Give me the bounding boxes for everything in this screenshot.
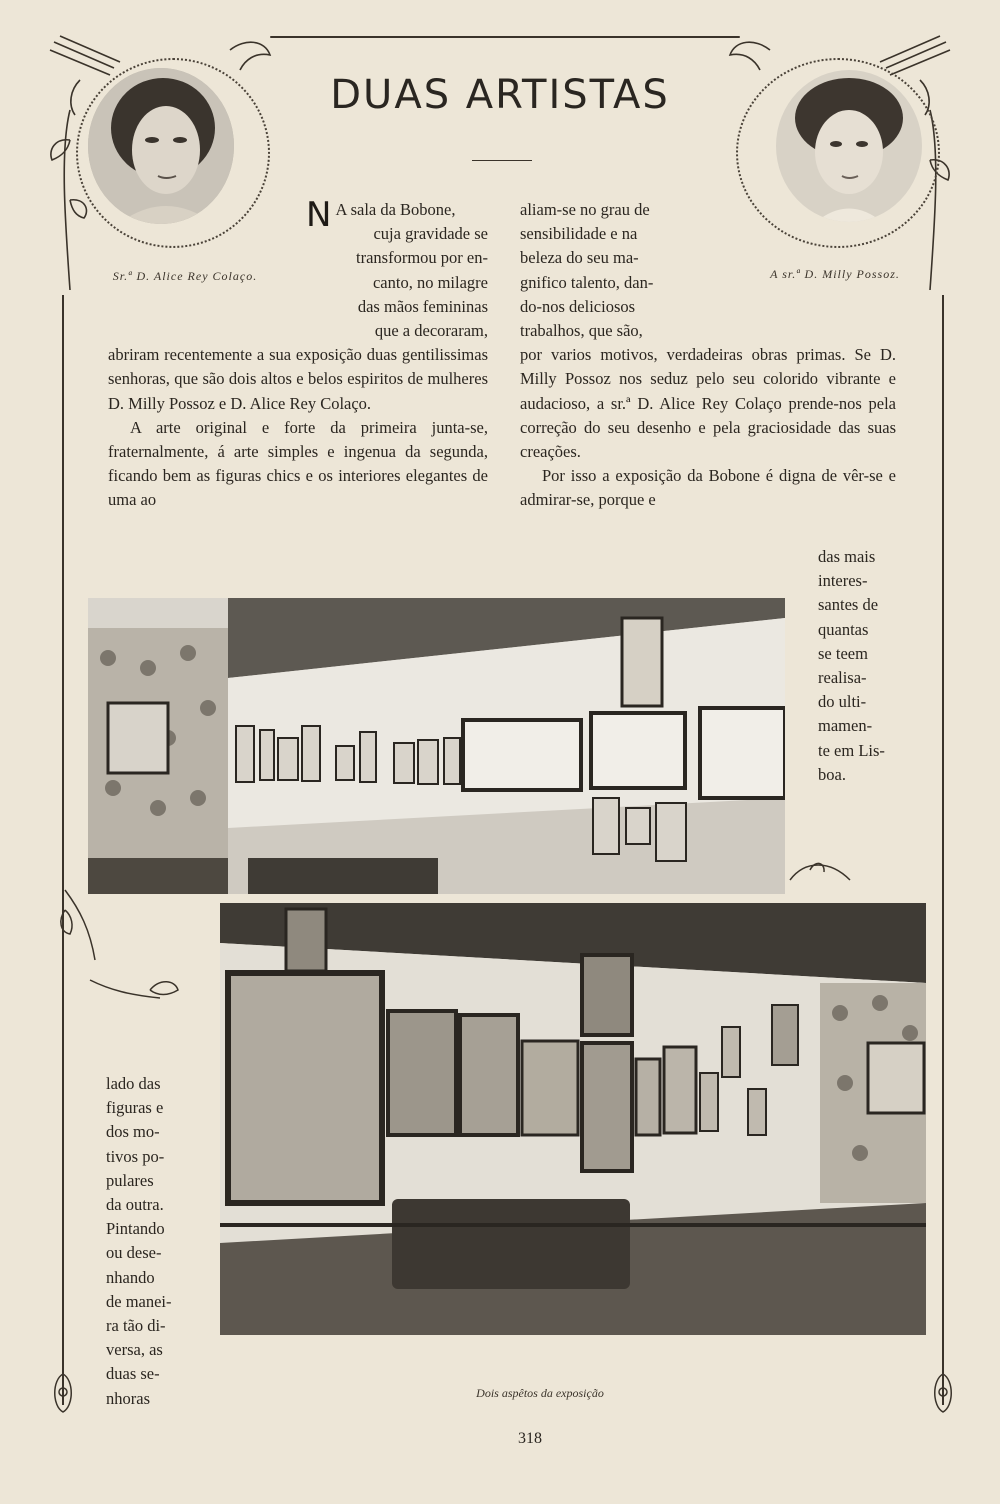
intro-line: gnifico talento, dan- [520,272,654,292]
text-line: quantas [818,619,869,639]
intro-line: que a decoraram, [374,321,488,341]
intro-line: sensibilidade e na [520,224,638,244]
text-line: das mais [818,547,876,566]
page-number: 318 [518,1430,542,1447]
drop-cap: N [306,195,332,235]
text-line: lado das [106,1074,161,1093]
text-line: tivos po- [106,1146,165,1166]
intro-line: do-nos deliciosos [520,296,636,316]
text-line: duas se- [106,1364,160,1384]
text-line: ou dese- [106,1243,162,1263]
ornament-bottom-right [928,1370,958,1416]
exhibition-photo-bottom [220,903,926,1335]
left-intro-block [306,195,488,343]
intro-line: trabalhos, que são, [520,321,643,341]
frame-top-rule [270,36,740,38]
paragraph-right-2: Por isso a exposição da Bobone é digna de vêr-se e admirar-se, porque e [520,466,896,510]
paragraph-2: A arte original e forte da primeira junta-se, fraternalmente, á arte simples e ingenua da segunda, ficando bem as figuras chics e os interiores elegantes de uma ao [108,417,488,510]
text-line: da outra. [106,1195,164,1215]
frame-left-rule [62,295,64,1405]
text-line: se teem [818,643,868,663]
text-line: ra tão di- [106,1316,166,1336]
text-line: mamen- [818,716,873,736]
text-line: pulares [106,1170,154,1190]
intro-line: das mãos femininas [357,296,488,316]
exhibition-photo-top [88,598,785,894]
text-line: boa. [818,764,846,784]
text-line: te em Lis- [818,740,885,760]
text-line: nhando [106,1267,155,1287]
intro-line: cuja gravidade se [373,224,488,244]
text-line: versa, as [106,1340,163,1360]
text-line: do ulti- [818,692,867,712]
paragraph-1-rest: abriram recentemente a sua exposição duas gentilissimas senhoras, que são dois altos e belos espiritos de mulheres D. Milly Possoz e D. Alice Rey Colaço. [108,345,488,413]
narrow-text-right [818,545,898,787]
title-divider [472,160,532,161]
column-left [108,195,488,513]
text-line: dos mo- [106,1122,160,1142]
paragraph-right-rest: por varios motivos, verdadeiras obras primas. Se D. Milly Possoz nos seduz pelo seu colorido vibrante e audacioso, a sr.ª D. Alice Rey Colaço prende-nos pela correção do seu desenho e pela graciosidade das suas creações. [520,345,896,462]
text-line: de manei- [106,1291,172,1311]
text-line: nhoras [106,1388,150,1408]
intro-line: beleza do seu ma- [520,248,639,268]
column-right [520,198,896,513]
text-line: Pintando [106,1219,165,1239]
intro-line: aliam-se no grau de [520,200,650,219]
caption-right-portrait: A sr.ª D. Milly Possoz. [770,267,900,281]
article-title: DUAS ARTISTAS [330,72,670,118]
intro-line: A sala da Bobone, [335,200,456,219]
photos-caption: Dois aspêtos da exposição [476,1386,604,1400]
intro-line: transformou por en- [356,248,488,268]
ornament-bottom-left [48,1370,78,1416]
frame-right-rule [942,295,944,1405]
text-line: realisa- [818,668,867,688]
text-line: santes de [818,595,879,615]
narrow-text-bottom-left [106,1072,196,1411]
text-line: interes- [818,571,868,591]
ornament-mid-right [780,850,860,900]
caption-left-portrait: Sr.ª D. Alice Rey Colaço. [112,269,258,283]
right-intro-block [520,198,700,343]
intro-line: canto, no milagre [372,272,488,292]
text-line: figuras e [106,1098,164,1118]
